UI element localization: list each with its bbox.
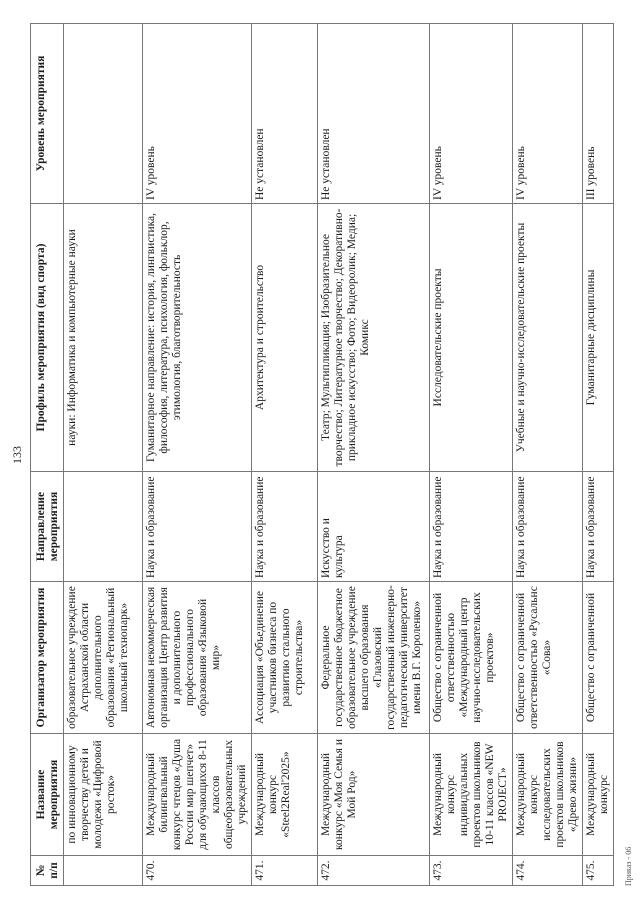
row-name: Международный билингвальный конкурс чтецов «Душа России мир шепчет» для обучающихся 8-11 классов общеобразовательных учреждений	[143, 734, 252, 856]
header-name: Название мероприятия	[31, 734, 64, 856]
row-organizer: Автономная некоммерческая организация Центр развития и дополнительного профессионального образования «Языковой мир»	[143, 582, 252, 734]
row-level: IV уровень	[143, 24, 252, 204]
row-direction: Наука и образование	[143, 472, 252, 582]
row-name: Международный конкурс индивидуальных проектов школьников 10-11 классов «NEW PROJECT»	[430, 734, 513, 856]
row-name: по инновационному творчеству детей и молодежи «Цифровой росток»	[64, 734, 143, 856]
header-level: Уровень мероприятия	[31, 24, 64, 204]
row-profile: Гуманитарные дисциплины	[583, 204, 614, 472]
row-profile: Учебные и научно-исследовательские проекты	[513, 204, 583, 472]
row-num	[64, 856, 143, 886]
row-num: 473.	[430, 856, 513, 886]
row-direction	[64, 472, 143, 582]
row-profile: Гуманитарное направление: история, лингвистика, философия, литература, психология, фольклор, этимология, благотворительность	[143, 204, 252, 472]
row-num: 475.	[583, 856, 614, 886]
row-profile: Архитектура и строительство	[252, 204, 318, 472]
row-level	[64, 24, 143, 204]
events-table	[30, 23, 614, 886]
row-organizer: образовательное учреждение Астраханской области дополнительного образования «Региональный школьный технопарк»	[64, 582, 143, 734]
row-name: Международный конкурс «Моя Семья и Мой Род»	[318, 734, 430, 856]
row-organizer: Общество с ограниченной ответственностью «Международный центр научно-исследовательских проектов»	[430, 582, 513, 734]
row-organizer: Ассоциация «Объединение участников бизнеса по развитию стального строительства»	[252, 582, 318, 734]
row-direction: Наука и образование	[583, 472, 614, 582]
table-row	[513, 24, 583, 886]
row-organizer: Общество с ограниченной ответственностью «Русальнс «Сова»	[513, 582, 583, 734]
header-organizer: Организатор мероприятия	[31, 582, 64, 734]
row-num: 472.	[318, 856, 430, 886]
table-row	[430, 24, 513, 886]
row-name: Международный конкурс	[583, 734, 614, 856]
row-profile: Исследовательские проекты	[430, 204, 513, 472]
row-level: IV уровень	[430, 24, 513, 204]
row-organizer: Федеральное государственное бюджетное образовательное учреждение высшего образования «Глазовский государственный инженерно-педагогический университет имени В.Г. Короленко»	[318, 582, 430, 734]
header-profile: Профиль мероприятия (вид спорта)	[31, 204, 64, 472]
table-row	[143, 24, 252, 886]
row-direction: Искусство и культура	[318, 472, 430, 582]
row-level: IV уровень	[513, 24, 583, 204]
table-row	[583, 24, 614, 886]
table-row	[64, 24, 143, 886]
row-name: Международный конкурс «Steel2Real'2025»	[252, 734, 318, 856]
header-direction: Направление мероприятия	[31, 472, 64, 582]
row-level: III уровень	[583, 24, 614, 204]
row-name: Международный конкурс исследовательских проектов школьников «Древо жизни»	[513, 734, 583, 856]
row-num: 470.	[143, 856, 252, 886]
row-direction: Наука и образование	[252, 472, 318, 582]
table-row	[252, 24, 318, 886]
header-num: № п/п	[31, 856, 64, 886]
row-organizer: Общество с ограниченной	[583, 582, 614, 734]
row-direction: Наука и образование	[430, 472, 513, 582]
row-num: 474.	[513, 856, 583, 886]
row-profile: науки: Информатика и компьютерные науки	[64, 204, 143, 472]
row-num: 471.	[252, 856, 318, 886]
row-level: Не установлен	[318, 24, 430, 204]
row-level: Не установлен	[252, 24, 318, 204]
page-number: 133	[10, 446, 24, 464]
row-profile: Театр; Мультипликация; Изобразительное творчество; Литературное творчество; Декоративно-прикладное искусство; Фото; Видеоролик; Медиа; Комикс	[318, 204, 430, 472]
table-header-row	[31, 24, 64, 886]
page-footer: Приказ - 06	[624, 846, 633, 886]
table-row	[318, 24, 430, 886]
row-direction: Наука и образование	[513, 472, 583, 582]
